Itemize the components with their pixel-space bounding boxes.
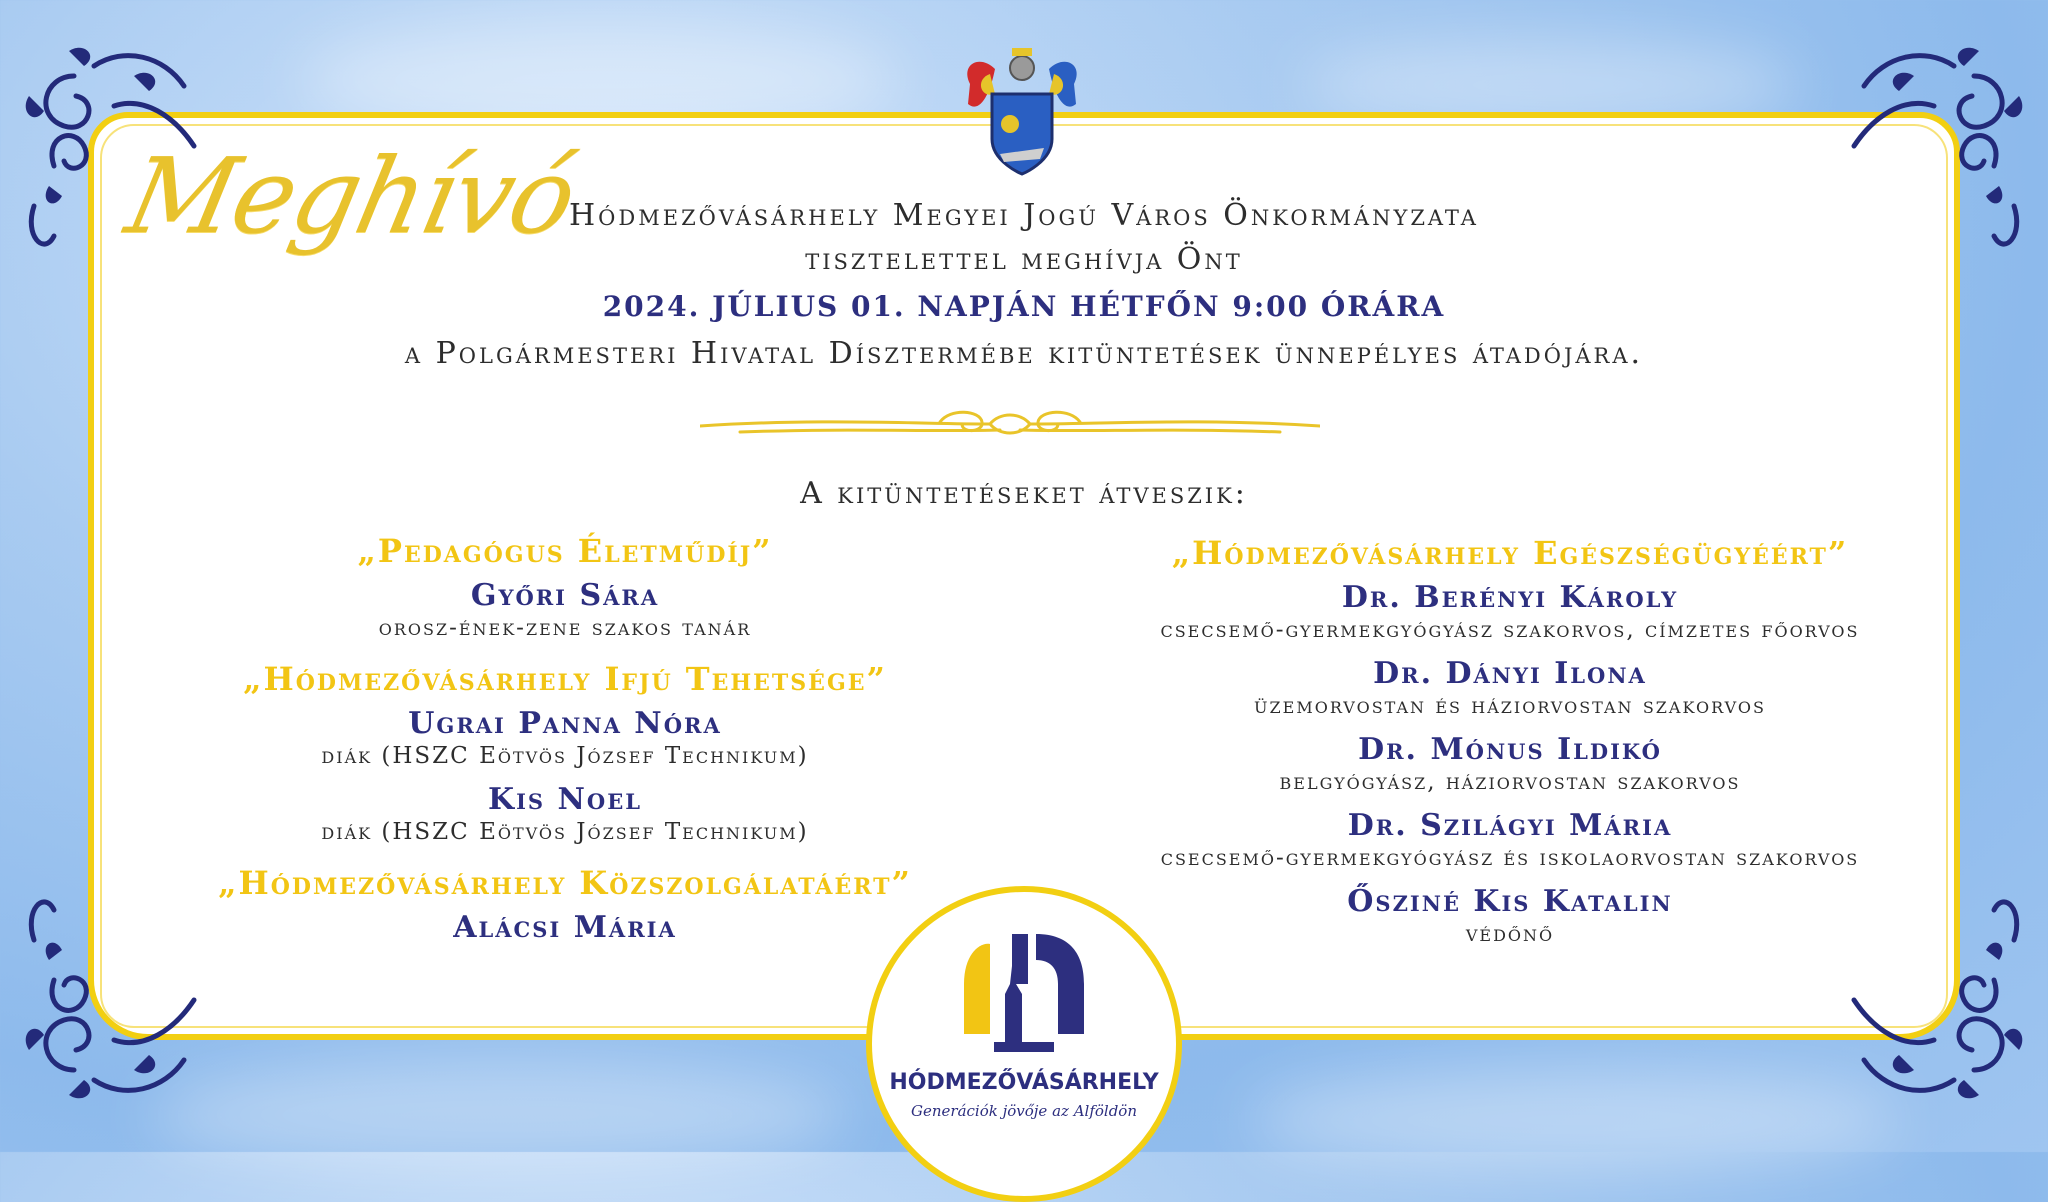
recipient-name: Alácsi Mária: [453, 910, 677, 945]
left-awards-column: [140, 532, 990, 946]
event-date: 2024. JÚLIUS 01. NAPJÁN HÉTFŐN 9:00 ÓRÁRA: [602, 290, 1446, 323]
invite-line: tisztelettel meghívja Önt: [805, 242, 1243, 277]
recipient-desc: csecsemő-gyermekgyógyász szakorvos, címzetes főorvos: [1160, 617, 1860, 643]
recipient-name: Kis Noel: [488, 782, 642, 817]
recipient-name: Dr. Mónus Ildikó: [1358, 732, 1662, 767]
recipient-desc: diák (HSZC Eötvös József Technikum): [321, 743, 809, 769]
city-logo-icon: [950, 924, 1098, 1064]
recipient-desc: üzemorvostan és háziorvostan szakorvos: [1254, 693, 1766, 719]
recipient-name: Dr. Dányi Ilona: [1373, 656, 1647, 691]
organizer-line: Hódmezővásárhely Megyei Jogú Város Önkormányzata: [569, 198, 1479, 233]
recipient-desc: belgyógyász, háziorvostan szakorvos: [1279, 769, 1741, 795]
recipient-name: Dr. Berényi Károly: [1341, 580, 1679, 615]
recipient-name: Ugrai Panna Nóra: [408, 706, 722, 741]
recipient-desc: diák (HSZC Eötvös József Technikum): [321, 819, 809, 845]
divider-flourish-icon: [700, 404, 1320, 444]
recipients-intro: A kitüntetéseket átveszik:: [800, 476, 1248, 511]
invitation-title: Meghívó: [117, 135, 586, 257]
sky-cloud: [150, 1060, 850, 1170]
logo-tagline: Generációk jövője az Alföldön: [911, 1102, 1137, 1120]
event-place: a Polgármesteri Hivatal Dísztermébe kitüntetések ünnepélyes átadójára.: [404, 336, 1644, 371]
right-awards-column: [1050, 534, 1970, 948]
recipient-desc: védőnő: [1465, 921, 1555, 947]
recipient-desc: orosz-ének-zene szakos tanár: [378, 615, 752, 641]
recipient-name: Ősziné Kis Katalin: [1347, 884, 1673, 919]
logo-name: HÓDMEZŐVÁSÁRHELY: [889, 1070, 1159, 1095]
recipient-desc: csecsemő-gyermekgyógyász és iskolaorvostan szakorvos: [1160, 845, 1860, 871]
award-title: „Hódmezővásárhely Közszolgálatáért”: [218, 864, 912, 902]
award-title: „Hódmezővásárhely Ifjú Tehetsége”: [243, 660, 887, 698]
recipient-name: Dr. Szilágyi Mária: [1347, 808, 1673, 843]
award-title: „Pedagógus Életműdíj”: [357, 532, 773, 570]
coat-of-arms-icon: [960, 44, 1084, 179]
sky-cloud: [1250, 1070, 1900, 1170]
recipient-name: Győri Sára: [470, 578, 660, 613]
award-title: „Hódmezővásárhely Egészségügyéért”: [1171, 534, 1849, 572]
